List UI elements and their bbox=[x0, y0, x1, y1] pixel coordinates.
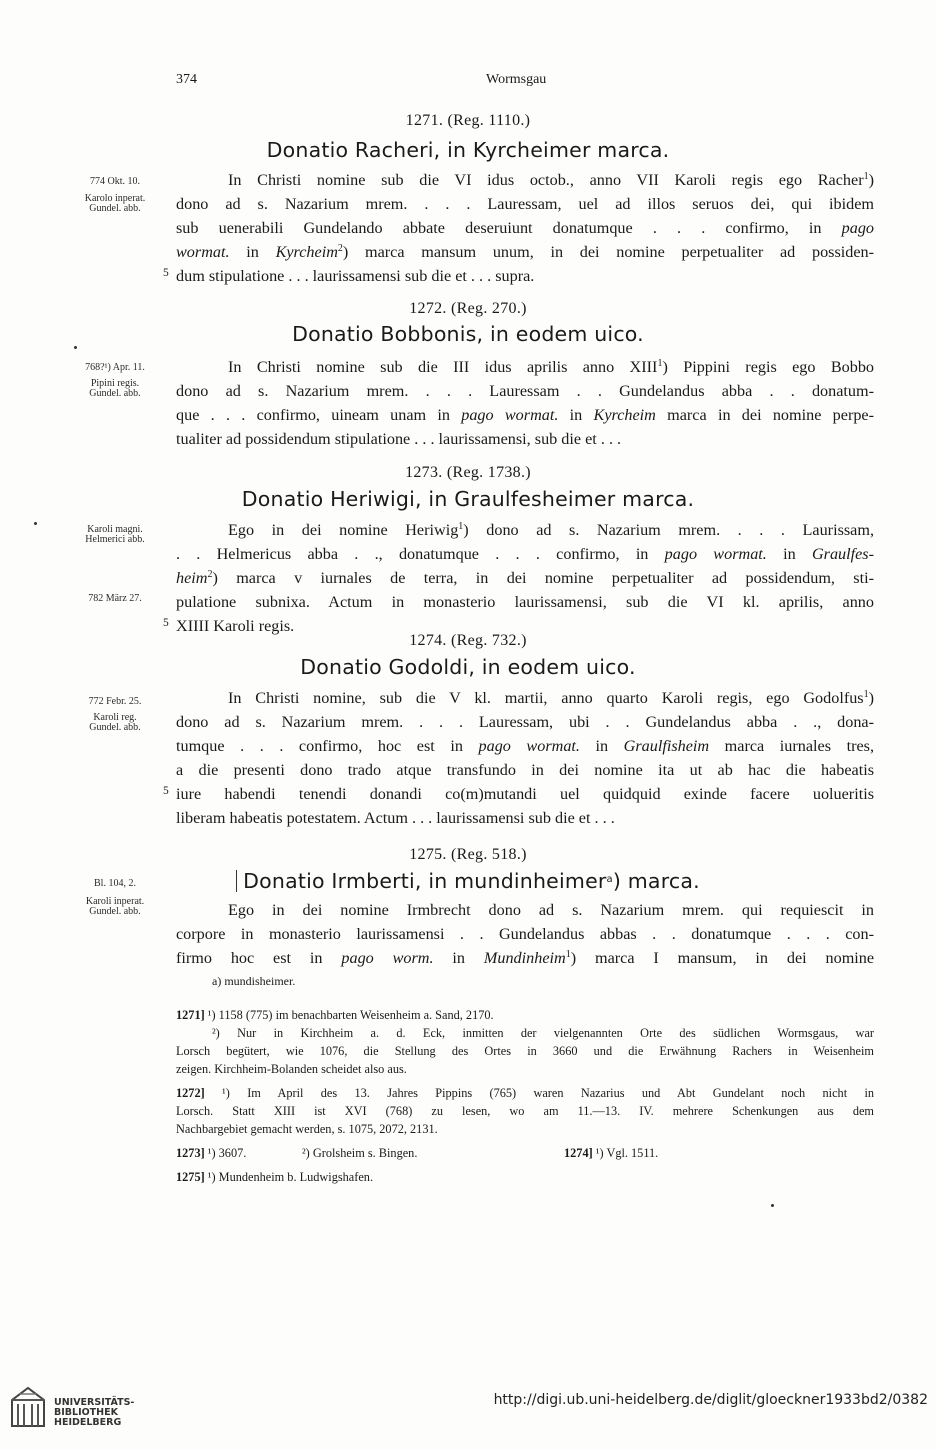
margin-date: 774 Okt. 10. bbox=[90, 176, 140, 187]
note-1271-2: zeigen. Kirchheim-Bolanden scheidet also aus. bbox=[176, 1062, 407, 1076]
text-line: dum stipulatione . . . laurissamensi sub die et . . . supra. bbox=[176, 267, 535, 285]
charter-1274-title: Donatio Godoldi, in eodem uico. bbox=[300, 655, 636, 679]
text-line: . . Helmericus abba . ., donatumque . . . confirmo, in pago wormat. in Graulfes- bbox=[176, 545, 874, 563]
line-number: 5 bbox=[163, 617, 169, 629]
margin-date: 768?¹) Apr. 11. bbox=[85, 362, 145, 373]
note-1272-1: Lorsch. Statt XIII ist XVI (768) zu lesen, wo am 11.—13. IV. mehrere Schenkungen aus dem bbox=[176, 1104, 874, 1118]
note-1271-2: Lorsch begütert, wie 1076, die Stellung des Ortes in 3660 und die Erwähnung Rachers in Weisenheim bbox=[176, 1044, 874, 1058]
margin-abbot: Gundel. abb. bbox=[89, 203, 141, 214]
margin-ruler: Pipini regis. bbox=[90, 378, 140, 389]
text-line: dono ad s. Nazarium mrem. . . . Lauressam . . Gundelandus abba . . donatum- bbox=[176, 382, 874, 400]
charter-1271-number: 1271. (Reg. 1110.) bbox=[405, 112, 531, 129]
text-line: pulatione subnixa. Actum in monasterio laurissamensi, sub die VI kl. aprilis, anno bbox=[176, 593, 874, 611]
note-1273: 1273] ¹) 3607. bbox=[176, 1146, 247, 1160]
text-line: dono ad s. Nazarium mrem. . . . Lauressam, uel ad illos seruos dei, qui ibidem bbox=[176, 195, 874, 213]
margin-ruler: Karolo inperat. bbox=[84, 193, 146, 204]
margin-abbot: Gundel. abb. bbox=[89, 722, 141, 733]
text-line: que . . . confirmo, uineam unam in pago wormat. in Kyrcheim marca in dei nomine perpe- bbox=[176, 406, 874, 424]
running-title: Wormsgau bbox=[486, 72, 547, 87]
line-number: 5 bbox=[163, 785, 169, 797]
text-line: iure habendi tenendi donandi co(m)mutandi uel quidquid exinde facere uolueritis bbox=[176, 785, 874, 803]
text-line: a die presenti dono trado atque transfundo in dei nomine ita ut ab hac die habeatis bbox=[176, 761, 874, 779]
charter-1271-title: Donatio Racheri, in Kyrcheimer marca. bbox=[266, 138, 670, 162]
charter-1275-title: Donatio Irmberti, in mundinheimer$^a$) marca. bbox=[0, 869, 936, 893]
page-speck bbox=[34, 522, 37, 525]
page-speck bbox=[771, 1204, 774, 1207]
text-line: corpore in monasterio laurissamensi . . Gundelandus abbas . . donatumque . . . con- bbox=[176, 925, 874, 943]
note-1271-1: 1271] ¹) 1158 (775) im benachbarten Weisenheim a. Sand, 2170. bbox=[176, 1008, 494, 1022]
margin-folio: Bl. 104, 2. bbox=[94, 878, 136, 889]
margin-date: 772 Febr. 25. bbox=[88, 696, 142, 707]
page-number: 374 bbox=[176, 72, 197, 87]
margin-ruler: Karoli reg. bbox=[93, 712, 137, 723]
text-line: In Christi nomine sub die VI idus octob., anno VII Karoli regis ego Racher$^1$) bbox=[228, 171, 874, 189]
margin-abbot: Helmerici abb. bbox=[85, 534, 145, 545]
margin-abbot: Gundel. abb. bbox=[89, 906, 141, 917]
margin-abbot: Gundel. abb. bbox=[89, 388, 141, 399]
text-line: sub uenerabili Gundelando abbate deseruiunt donatumque . . . confirmo, in pago bbox=[176, 219, 874, 237]
text-line: Ego in dei nomine Irmbrecht dono ad s. Nazarium mrem. qui requiescit in bbox=[228, 901, 874, 919]
note-1272-1: Nachbargebiet gemacht werden, s. 1075, 2072, 2131. bbox=[176, 1122, 438, 1136]
note-1273-2: ²) Grolsheim s. Bingen. bbox=[302, 1146, 418, 1160]
charter-1272-title: Donatio Bobbonis, in eodem uico. bbox=[292, 322, 644, 346]
text-line: heim$^2$) marca v iurnales de terra, in dei nomine perpetualiter ad possidendum, sti- bbox=[176, 569, 874, 587]
note-1271-2: ²) Nur in Kirchheim a. d. Eck, inmitten der vielgenannten Orte des südlichen Wormsgaus, war bbox=[212, 1026, 874, 1040]
note-1275: 1275] ¹) Mundenheim b. Ludwigshafen. bbox=[176, 1170, 374, 1184]
margin-bar bbox=[236, 870, 237, 892]
text-line: In Christi nomine, sub die V kl. martii, anno quarto Karoli regis, ego Godolfus$^1$) bbox=[228, 689, 874, 707]
text-line: liberam habeatis potestatem. Actum . . . laurissamensi sub die et . . . bbox=[176, 809, 615, 827]
source-url-link[interactable]: http://digi.ub.uni-heidelberg.de/diglit/gloeckner1933bd2/0382 bbox=[493, 1392, 928, 1408]
margin-date: 782 März 27. bbox=[88, 593, 142, 604]
text-line: firmo hoc est in pago worm. in Mundinheim$^1$) marca I mansum, in dei nomine bbox=[176, 949, 875, 967]
text-line: In Christi nomine sub die III idus aprilis anno XIII$^1$) Pippini regis ego Bobbo bbox=[228, 358, 875, 376]
library-logo-icon bbox=[8, 1386, 48, 1428]
text-line: XIIII Karoli regis. bbox=[176, 617, 295, 635]
charter-1272-number: 1272. (Reg. 270.) bbox=[409, 300, 527, 317]
charter-1274-number: 1274. (Reg. 732.) bbox=[409, 632, 527, 649]
margin-ruler: Karoli inperat. bbox=[85, 896, 145, 907]
charter-1273-title: Donatio Heriwigi, in Graulfesheimer marca. bbox=[241, 487, 695, 511]
library-name: UNIVERSITÄTS- BIBLIOTHEK HEIDELBERG bbox=[54, 1397, 135, 1428]
note-1272-1: 1272] ¹) Im April des 13. Jahres Pippins (765) waren Nazarius und Abt Gundelant noch nicht in bbox=[176, 1086, 875, 1100]
note-1274: 1274] ¹) Vgl. 1511. bbox=[564, 1146, 659, 1160]
margin-ruler: Karoli magni. bbox=[87, 524, 143, 535]
charter-1273-number: 1273. (Reg. 1738.) bbox=[405, 464, 531, 481]
page-speck bbox=[74, 346, 77, 349]
line-number: 5 bbox=[163, 267, 169, 279]
charter-1275-number: 1275. (Reg. 518.) bbox=[409, 846, 527, 863]
text-line: dono ad s. Nazarium mrem. . . . Lauressam, ubi . . Gundelandus abba . ., dona- bbox=[176, 713, 874, 731]
text-line: tualiter ad possidendum stipulatione . . . laurissamensi, sub die et . . . bbox=[176, 430, 622, 448]
text-line: tumque . . . confirmo, hoc est in pago wormat. in Graulfisheim marca iurnales tres, bbox=[176, 737, 874, 755]
text-line: Ego in dei nomine Heriwig$^1$) dono ad s. Nazarium mrem. . . . Laurissam, bbox=[228, 521, 874, 539]
text-line: wormat. in Kyrcheim$^2$) marca mansum unum, in dei nomine perpetualiter ad possiden- bbox=[176, 243, 875, 261]
apparatus-note: a) mundisheimer. bbox=[212, 974, 296, 988]
